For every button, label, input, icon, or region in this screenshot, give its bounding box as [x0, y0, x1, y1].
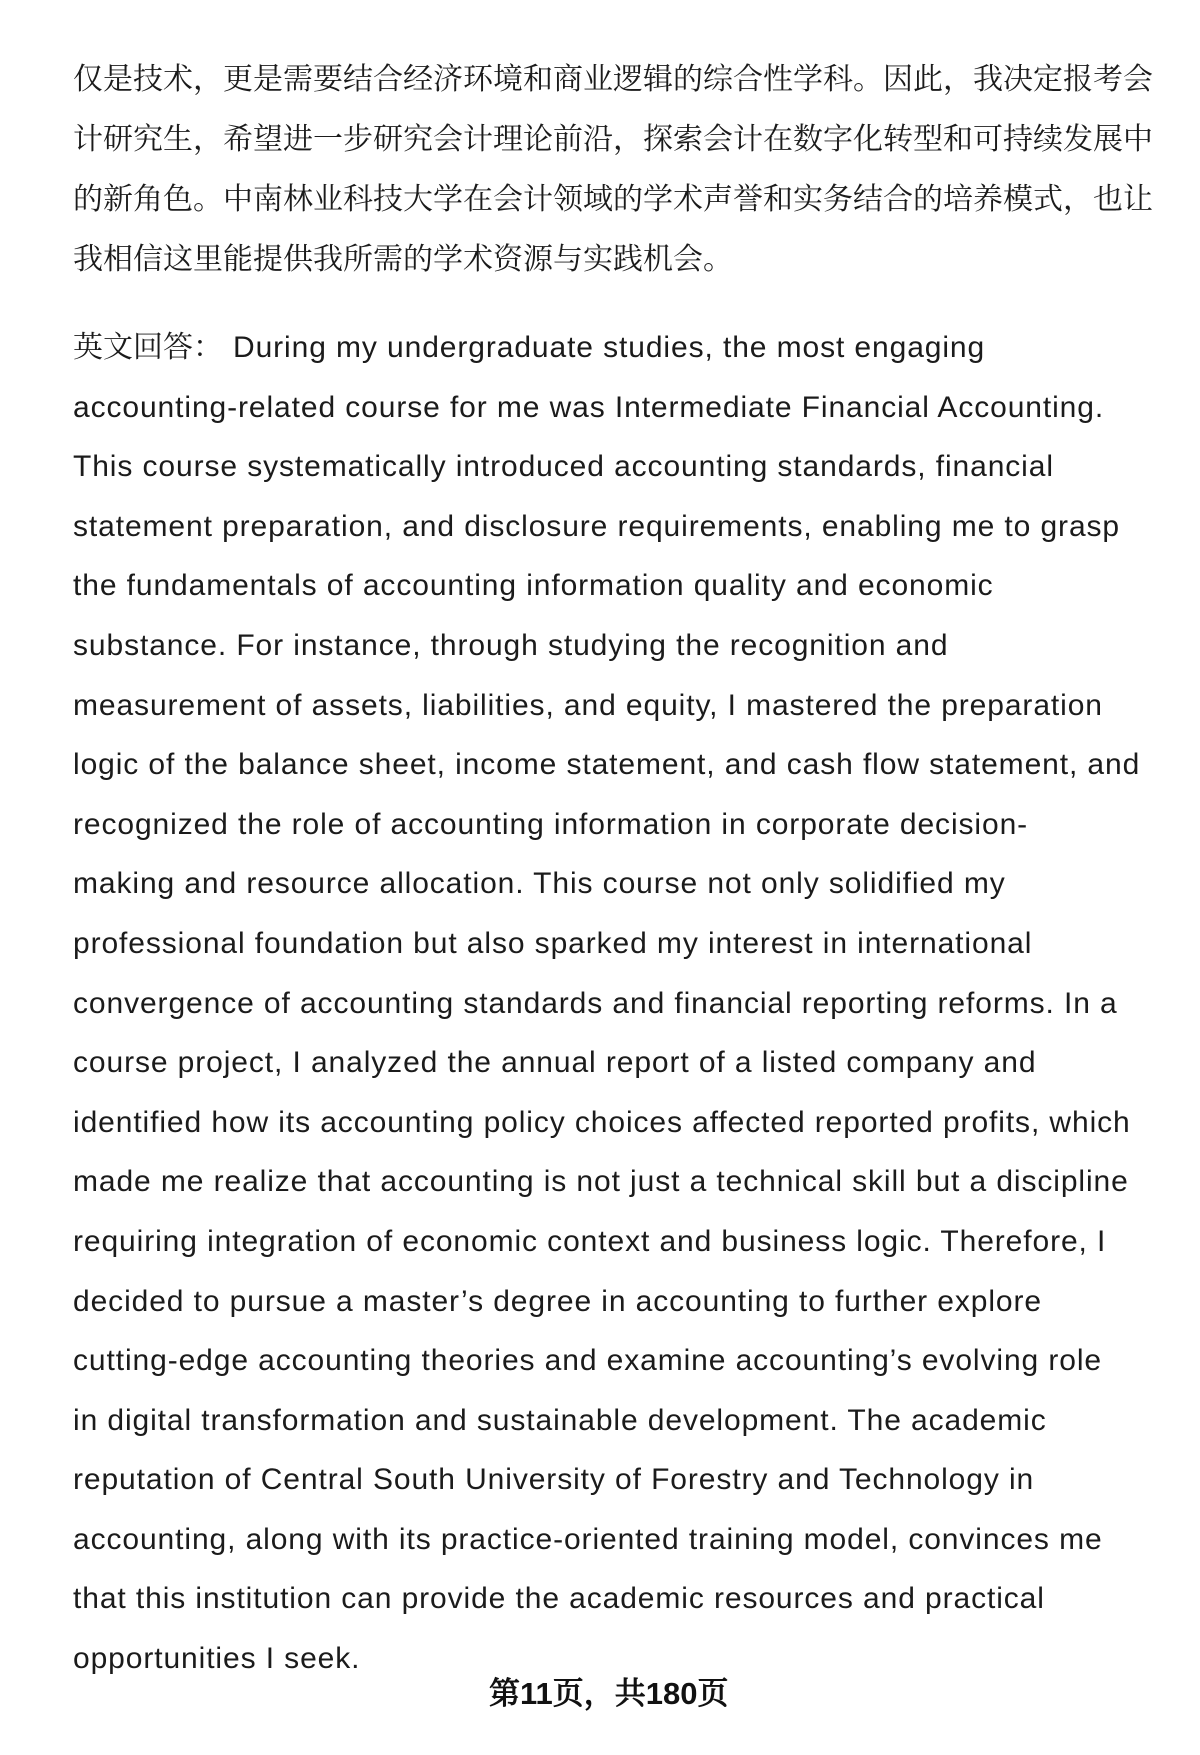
paragraph-line: measurement of assets, liabilities, and equity, I mastered the preparation	[73, 688, 1103, 722]
paragraph-line: cutting-edge accounting theories and examine accounting’s evolving role	[73, 1344, 1102, 1378]
paragraph-line: reputation of Central South University of Forestry and Technology in	[73, 1463, 1035, 1497]
paragraph-line: substance. For instance, through studying the recognition and	[73, 628, 949, 662]
chinese-answer-paragraph	[73, 50, 1153, 290]
english-answer-label: 英文回答：	[73, 331, 223, 364]
paragraph-line: the fundamentals of accounting information quality and economic	[73, 569, 994, 603]
paragraph-line: 计研究生，希望进一步研究会计理论前沿，探索会计在数字化转型和可持续发展中	[73, 123, 1153, 156]
paragraph-line: made me realize that accounting is not just a technical skill but a discipline	[73, 1165, 1129, 1199]
paragraph-line: in digital transformation and sustainable development. The academic	[73, 1403, 1047, 1437]
page-number-footer: 第11页，共180页	[489, 1676, 729, 1711]
paragraph-line-text: During my undergraduate studies, the most engaging	[233, 331, 986, 364]
paragraph-line: 仅是技术，更是需要结合经济环境和商业逻辑的综合性学科。因此，我决定报考会	[73, 63, 1153, 96]
paragraph-line: opportunities I seek.	[73, 1642, 361, 1676]
paragraph-line: 我相信这里能提供我所需的学术资源与实践机会。	[73, 243, 733, 276]
paragraph-line: This course systematically introduced accounting standards, financial	[73, 450, 1054, 484]
paragraph-line: accounting-related course for me was Intermediate Financial Accounting.	[73, 390, 1105, 424]
paragraph-line: recognized the role of accounting information in corporate decision-	[73, 807, 1029, 841]
paragraph-line: identified how its accounting policy choices affected reported profits, which	[73, 1105, 1131, 1139]
paragraph-line: that this institution can provide the academic resources and practical	[73, 1582, 1045, 1616]
paragraph-line: making and resource allocation. This course not only solidified my	[73, 867, 1006, 901]
paragraph-line: convergence of accounting standards and financial reporting reforms. In a	[73, 986, 1118, 1020]
paragraph-line: accounting, along with its practice-oriented training model, convinces me	[73, 1522, 1103, 1556]
english-answer-paragraph	[73, 318, 1140, 1689]
paragraph-line	[73, 318, 1140, 378]
paragraph-line: decided to pursue a master’s degree in accounting to further explore	[73, 1284, 1042, 1318]
paragraph-line: logic of the balance sheet, income statement, and cash flow statement, and	[73, 748, 1141, 782]
paragraph-line: 的新角色。中南林业科技大学在会计领域的学术声誉和实务结合的培养模式，也让	[73, 183, 1153, 216]
paragraph-line: statement preparation, and disclosure requirements, enabling me to grasp	[73, 509, 1121, 543]
paragraph-line: requiring integration of economic context and business logic. Therefore, I	[73, 1224, 1107, 1258]
paragraph-line: professional foundation but also sparked my interest in international	[73, 926, 1033, 960]
paragraph-line: course project, I analyzed the annual report of a listed company and	[73, 1046, 1037, 1080]
